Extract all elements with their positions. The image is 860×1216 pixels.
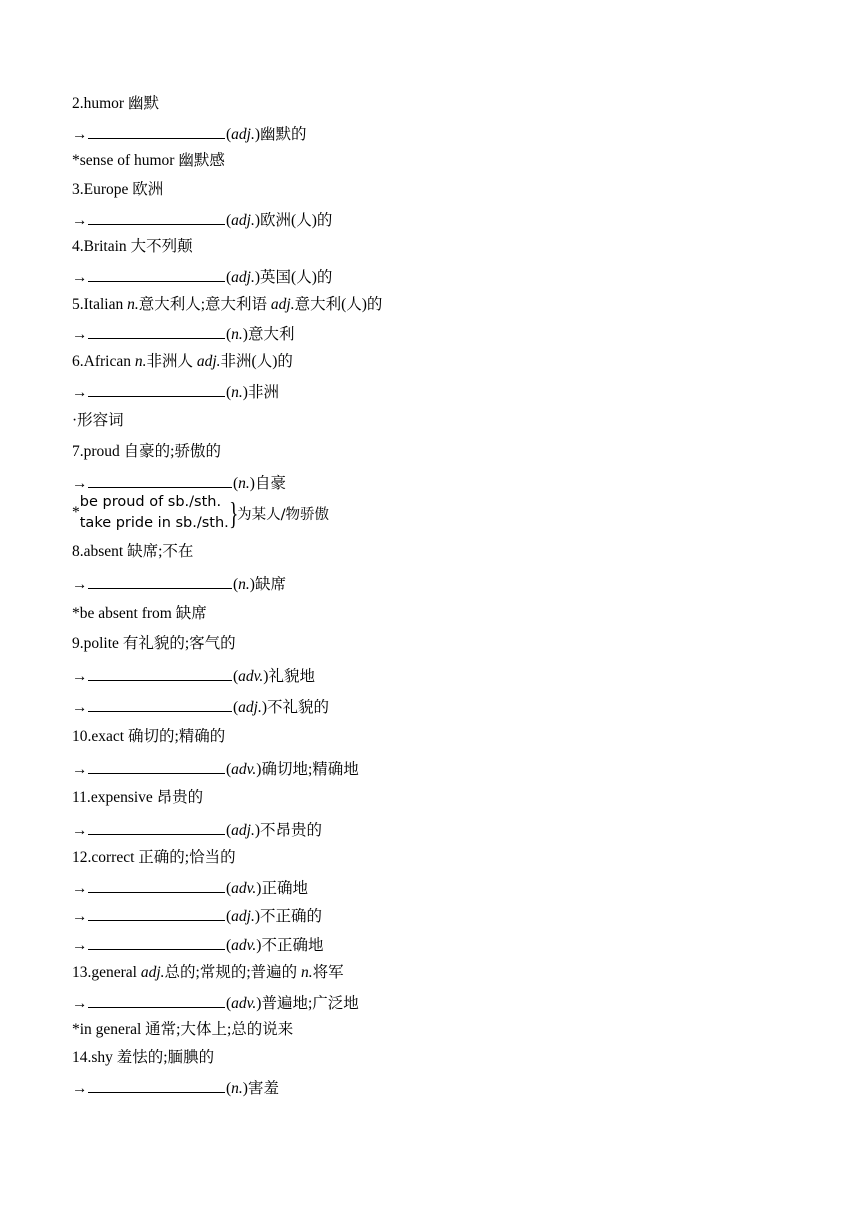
head-word: proud — [83, 443, 120, 460]
word-heading-exact — [72, 727, 225, 747]
head-meaning: 幽默 — [124, 95, 159, 112]
answer-blank[interactable] — [88, 992, 225, 1008]
part-of-speech: n. — [231, 384, 243, 401]
arrow-icon: → — [72, 699, 88, 716]
word-heading-polite — [72, 634, 236, 654]
head-word: Italian — [83, 296, 128, 313]
head-meaning: 确切的;精确的 — [124, 728, 226, 745]
derived-meaning: 礼貌地 — [268, 668, 315, 685]
derived-meaning: 英国(人)的 — [260, 269, 333, 286]
word-heading-absent — [72, 542, 193, 562]
derivation-line: → (adj.)不礼貌的 — [72, 696, 329, 718]
arrow-icon: → — [72, 212, 88, 229]
phrase-line: be proud of sb./sth. — [79, 494, 222, 510]
derivation-line: → (adj.)不正确的 — [72, 905, 322, 927]
head-meaning: 非洲(人)的 — [220, 353, 293, 370]
answer-blank[interactable] — [88, 266, 225, 282]
derived-meaning: 不正确的 — [260, 908, 323, 925]
derivation-line: → (n.)缺席 — [72, 573, 286, 595]
head-word: absent — [83, 543, 124, 560]
item-number: 5. — [72, 296, 84, 313]
head-meaning: 意大利人;意大利语 — [138, 296, 271, 313]
derived-meaning: 害羞 — [247, 1080, 279, 1097]
answer-blank[interactable] — [88, 323, 225, 339]
part-of-speech: n. — [127, 296, 139, 313]
part-of-speech: adv. — [231, 880, 257, 897]
word-heading-shy — [72, 1048, 214, 1068]
phrase-brace-note — [72, 492, 329, 534]
arrow-icon: → — [72, 668, 88, 685]
part-of-speech: adj. — [196, 353, 221, 370]
part-of-speech: adj. — [231, 269, 255, 286]
derivation-line: → (adj.)不昂贵的 — [72, 819, 322, 841]
item-number: 2. — [72, 95, 84, 112]
item-number: 13. — [72, 964, 92, 981]
part-of-speech: n. — [134, 353, 147, 370]
answer-blank[interactable] — [88, 665, 232, 681]
word-heading-expensive — [72, 788, 203, 808]
word-heading-europe — [72, 180, 163, 200]
derived-meaning: 非洲 — [247, 384, 279, 401]
head-meaning: 总的;常规的;普遍的 — [164, 964, 302, 981]
note-text: *sense of humor 幽默感 — [72, 152, 225, 169]
arrow-icon: → — [72, 880, 88, 897]
part-of-speech: adj. — [231, 212, 255, 229]
item-number: 4. — [72, 238, 84, 255]
word-heading-humor — [72, 94, 159, 114]
part-of-speech: adv. — [238, 668, 264, 685]
item-number: 11. — [72, 789, 91, 806]
head-meaning: 羞怯的;腼腆的 — [112, 1049, 215, 1066]
item-number: 7. — [72, 443, 84, 460]
part-of-speech: adj. — [231, 822, 255, 839]
answer-blank[interactable] — [88, 573, 232, 589]
derived-meaning: 不礼貌的 — [267, 699, 330, 716]
part-of-speech: adj. — [140, 964, 165, 981]
word-heading-correct — [72, 848, 236, 868]
item-number: 8. — [72, 543, 84, 560]
part-of-speech: n. — [231, 1080, 243, 1097]
word-heading-britain — [72, 237, 193, 257]
note-line — [72, 604, 207, 624]
head-word: correct — [91, 849, 135, 866]
arrow-icon: → — [72, 576, 88, 593]
derivation-line: → (adj.)英国(人)的 — [72, 266, 332, 288]
derived-meaning: 欧洲(人)的 — [260, 212, 333, 229]
derived-meaning: 不正确地 — [261, 937, 324, 954]
note-star: * — [72, 504, 80, 521]
section-heading — [72, 411, 124, 431]
phrase-list — [80, 492, 229, 534]
head-meaning: 有礼貌的;客气的 — [118, 635, 236, 652]
part-of-speech: n. — [231, 326, 243, 343]
arrow-icon: → — [72, 326, 88, 343]
derived-meaning: 确切地;精确地 — [261, 761, 359, 778]
word-heading-african — [72, 352, 293, 372]
head-meaning: 正确的;恰当的 — [134, 849, 236, 866]
derivation-line: → (adv.)不正确地 — [72, 934, 323, 956]
head-word: polite — [83, 635, 119, 652]
head-word: Britain — [83, 238, 127, 255]
head-word: shy — [91, 1049, 113, 1066]
phrase-line: take pride in sb./sth. — [79, 515, 229, 531]
answer-blank[interactable] — [88, 819, 225, 835]
head-meaning: 昂贵的 — [152, 789, 204, 806]
head-meaning: 将军 — [312, 964, 344, 981]
section-title: ·形容词 — [72, 412, 124, 429]
derived-meaning: 意大利 — [247, 326, 295, 343]
word-heading-proud — [72, 442, 221, 462]
part-of-speech: adj. — [231, 126, 255, 143]
derivation-line: → (adv.)确切地;精确地 — [72, 758, 359, 780]
brace-icon: } — [228, 495, 239, 531]
derivation-line: → (n.)非洲 — [72, 381, 279, 403]
derivation-line: → (adv.)正确地 — [72, 877, 308, 899]
arrow-icon: → — [72, 761, 88, 778]
item-number: 3. — [72, 181, 84, 198]
derivation-line: → (adj.)欧洲(人)的 — [72, 209, 332, 231]
note-text: *in general 通常;大体上;总的说来 — [72, 1021, 294, 1038]
answer-blank[interactable] — [88, 123, 225, 139]
derived-meaning: 缺席 — [254, 576, 286, 593]
arrow-icon: → — [72, 475, 88, 492]
derivation-line: → (n.)意大利 — [72, 323, 294, 345]
arrow-icon: → — [72, 822, 88, 839]
part-of-speech: n. — [301, 964, 313, 981]
derived-meaning: 普遍地;广泛地 — [261, 995, 359, 1012]
head-word: expensive — [90, 789, 153, 806]
derivation-line: → (n.)自豪 — [72, 472, 286, 494]
answer-blank[interactable] — [88, 209, 225, 225]
answer-blank[interactable] — [88, 934, 225, 950]
derived-meaning: 不昂贵的 — [260, 822, 323, 839]
answer-blank[interactable] — [88, 472, 232, 488]
head-word: general — [91, 964, 141, 981]
part-of-speech: adj. — [238, 699, 262, 716]
note-line — [72, 1020, 293, 1040]
answer-blank[interactable] — [88, 696, 232, 712]
arrow-icon: → — [72, 384, 88, 401]
derived-meaning: 幽默的 — [260, 126, 307, 143]
part-of-speech: adv. — [231, 761, 257, 778]
answer-blank[interactable] — [88, 758, 225, 774]
derivation-line: → (adj.)幽默的 — [72, 123, 307, 145]
part-of-speech: adj. — [270, 296, 295, 313]
arrow-icon: → — [72, 995, 88, 1012]
head-meaning: 非洲人 — [146, 353, 197, 370]
item-number: 10. — [72, 728, 92, 745]
item-number: 6. — [72, 353, 84, 370]
head-meaning: 自豪的;骄傲的 — [119, 443, 221, 460]
answer-blank[interactable] — [88, 905, 225, 921]
derivation-line: → (adv.)普遍地;广泛地 — [72, 992, 359, 1014]
answer-blank[interactable] — [88, 381, 225, 397]
part-of-speech: adv. — [231, 937, 257, 954]
head-meaning: 欧洲 — [128, 181, 164, 198]
arrow-icon: → — [72, 126, 88, 143]
part-of-speech: adv. — [231, 995, 257, 1012]
arrow-icon: → — [72, 908, 88, 925]
head-meaning: 缺席;不在 — [123, 543, 194, 560]
derived-meaning: 自豪 — [254, 475, 286, 492]
item-number: 14. — [72, 1049, 92, 1066]
word-heading-general — [72, 963, 344, 983]
item-number: 9. — [72, 635, 84, 652]
item-number: 12. — [72, 849, 92, 866]
head-word: humor — [83, 95, 125, 112]
head-word: African — [83, 353, 135, 370]
head-meaning: 大不列颠 — [126, 238, 193, 255]
part-of-speech: n. — [238, 576, 250, 593]
note-text: *be absent from 缺席 — [72, 605, 207, 622]
head-meaning: 意大利(人)的 — [294, 296, 383, 313]
derivation-line: → (n.)害羞 — [72, 1077, 279, 1099]
phrase-meaning: 为某人/物骄傲 — [237, 506, 330, 523]
word-heading-italian — [72, 295, 382, 315]
derivation-line: → (adv.)礼貌地 — [72, 665, 315, 687]
part-of-speech: adj. — [231, 908, 255, 925]
derived-meaning: 正确地 — [261, 880, 308, 897]
arrow-icon: → — [72, 269, 88, 286]
note-line — [72, 151, 225, 171]
head-word: exact — [91, 728, 125, 745]
head-word: Europe — [83, 181, 129, 198]
arrow-icon: → — [72, 937, 88, 954]
part-of-speech: n. — [238, 475, 250, 492]
arrow-icon: → — [72, 1080, 88, 1097]
answer-blank[interactable] — [88, 877, 225, 893]
answer-blank[interactable] — [88, 1077, 225, 1093]
